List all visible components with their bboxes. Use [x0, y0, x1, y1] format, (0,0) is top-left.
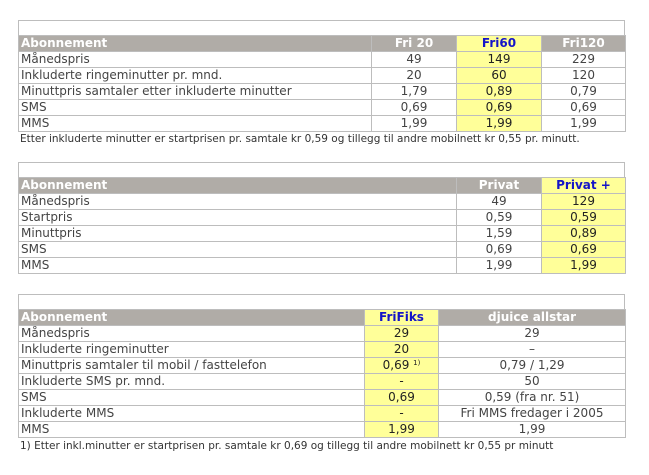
- cell: 49: [372, 52, 457, 68]
- table-row: [19, 116, 626, 132]
- row-label: MMS: [19, 422, 365, 438]
- table-row: [19, 342, 626, 358]
- cell: 0,69: [542, 100, 626, 116]
- cell: 29: [439, 326, 626, 342]
- row-label: Inkluderte ringeminutter: [19, 342, 365, 358]
- cell-highlight: 1,99: [365, 422, 439, 438]
- row-label: MMS: [19, 258, 457, 274]
- header-frifiks: FriFiks: [365, 310, 439, 326]
- cell: 1,79: [372, 84, 457, 100]
- cell-highlight: 0,69: [365, 390, 439, 406]
- table-row: [19, 100, 626, 116]
- row-label: Månedspris: [19, 326, 365, 342]
- row-label: Månedspris: [19, 52, 372, 68]
- row-label: Minuttpris samtaler etter inkluderte minutter: [19, 84, 372, 100]
- cell-highlight: 0,89: [457, 84, 542, 100]
- cell: 229: [542, 52, 626, 68]
- row-label: Månedspris: [19, 194, 457, 210]
- table-row: [19, 52, 626, 68]
- row-label: SMS: [19, 100, 372, 116]
- cell: 120: [542, 68, 626, 84]
- cell-highlight: 20: [365, 342, 439, 358]
- header-abonnement: Abonnement: [19, 178, 457, 194]
- table-header-row: [19, 310, 626, 326]
- cell: 0,69: [372, 100, 457, 116]
- header-privat-plus: Privat +: [542, 178, 626, 194]
- cell: 1,59: [457, 226, 542, 242]
- header-fri60: Fri60: [457, 36, 542, 52]
- cell: 0,59 (fra nr. 51): [439, 390, 626, 406]
- cell-highlight: 1,99: [457, 116, 542, 132]
- price-table-frifiks: [18, 309, 626, 438]
- table1-note: Etter inkluderte minutter er startprisen pr. samtale kr 0,59 og tillegg til andre mobilnett kr 0,55 pr. minutt.: [20, 133, 580, 145]
- table-row: [19, 210, 626, 226]
- table-row: [19, 358, 626, 374]
- cell: 1,99: [457, 258, 542, 274]
- table-header-row: [19, 36, 626, 52]
- cell-highlight: 0,59: [542, 210, 626, 226]
- table-row: [19, 194, 626, 210]
- cell: 1,99: [372, 116, 457, 132]
- cell: 0,79 / 1,29: [439, 358, 626, 374]
- cell-value: 0,69: [382, 358, 410, 372]
- cell: 49: [457, 194, 542, 210]
- table-row: [19, 326, 626, 342]
- cell: 0,79: [542, 84, 626, 100]
- cell: 1,99: [542, 116, 626, 132]
- cell-highlight: 0,89: [542, 226, 626, 242]
- row-label: Inkluderte ringeminutter pr. mnd.: [19, 68, 372, 84]
- cell: Fri MMS fredager i 2005: [439, 406, 626, 422]
- row-label: SMS: [19, 242, 457, 258]
- table-row: [19, 390, 626, 406]
- table-row: [19, 68, 626, 84]
- header-privat: Privat: [457, 178, 542, 194]
- table-row: [19, 242, 626, 258]
- cell-highlight: -: [365, 374, 439, 390]
- row-label: SMS: [19, 390, 365, 406]
- price-table-fri: [18, 35, 626, 132]
- table3-footnote: 1) Etter inkl.minutter er startprisen pr. samtale kr 0,69 og tillegg til andre mobilnett kr 0,55 pr minutt: [20, 440, 554, 452]
- header-abonnement: Abonnement: [19, 36, 372, 52]
- cell: 1,99: [439, 422, 626, 438]
- row-label: MMS: [19, 116, 372, 132]
- table-row: [19, 422, 626, 438]
- cell-highlight: 29: [365, 326, 439, 342]
- row-label: Minuttpris: [19, 226, 457, 242]
- header-abonnement: Abonnement: [19, 310, 365, 326]
- header-fri20: Fri 20: [372, 36, 457, 52]
- row-label: Inkluderte SMS pr. mnd.: [19, 374, 365, 390]
- table-row: [19, 258, 626, 274]
- cell-highlight: 129: [542, 194, 626, 210]
- cell-highlight: 0,69: [457, 100, 542, 116]
- cell-highlight: 149: [457, 52, 542, 68]
- table-row: [19, 374, 626, 390]
- table-row: [19, 406, 626, 422]
- table1-topbar: [18, 20, 625, 35]
- cell: 20: [372, 68, 457, 84]
- header-fri120: Fri120: [542, 36, 626, 52]
- table1-block: [18, 20, 625, 132]
- cell-highlight: 0,69: [542, 242, 626, 258]
- table-row: [19, 84, 626, 100]
- cell: –: [439, 342, 626, 358]
- cell-highlight: 60: [457, 68, 542, 84]
- cell: 0,59: [457, 210, 542, 226]
- row-label: Inkluderte MMS: [19, 406, 365, 422]
- cell: 0,69: [457, 242, 542, 258]
- footnote-marker: 1): [413, 359, 421, 367]
- cell: 50: [439, 374, 626, 390]
- price-table-privat: [18, 177, 626, 274]
- table2-topbar: [18, 162, 625, 177]
- table-row: [19, 226, 626, 242]
- table2-block: [18, 162, 625, 274]
- table3-block: [18, 294, 625, 438]
- cell-highlight-footnoted: [365, 358, 439, 374]
- cell-highlight: 1,99: [542, 258, 626, 274]
- cell-highlight: -: [365, 406, 439, 422]
- table3-topbar: [18, 294, 625, 309]
- row-label: Startpris: [19, 210, 457, 226]
- table-header-row: [19, 178, 626, 194]
- row-label: Minuttpris samtaler til mobil / fasttelefon: [19, 358, 365, 374]
- header-djuice-allstar: djuice allstar: [439, 310, 626, 326]
